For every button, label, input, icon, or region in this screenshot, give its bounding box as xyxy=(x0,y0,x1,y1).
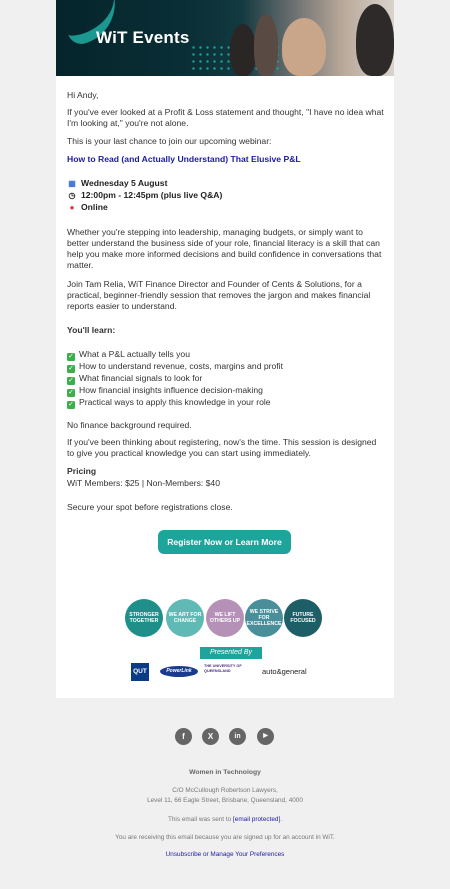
learn-item: ✓ Practical ways to apply this knowledge in your role xyxy=(68,397,271,408)
youtube-icon[interactable]: ▶ xyxy=(257,728,274,745)
paragraph-leadership: Whether you're stepping into leadership, managing budgets, or simply want to better understand the business side of your role, financial literacy is a skill that can help you make more informed decisions and build confidence in conversations that matter. xyxy=(67,227,382,270)
secure-spot-text: Secure your spot before registrations close. xyxy=(67,502,233,512)
calendar-icon: ▦ xyxy=(68,179,76,188)
checkmark-icon: ✓ xyxy=(68,377,74,384)
unsubscribe-link[interactable]: Unsubscribe or Manage Your Preferences xyxy=(165,851,285,858)
facebook-icon[interactable]: f xyxy=(175,728,192,745)
footer-address-line1: C/O McCullough Robertson Lawyers, xyxy=(172,787,278,794)
last-chance-text: This is your last chance to join our upcoming webinar: xyxy=(67,136,272,146)
checkmark-icon: ✓ xyxy=(68,365,74,372)
footer-org-name: Women in Technology xyxy=(189,769,261,776)
location-pin-icon: ● xyxy=(69,203,75,212)
sponsor-logo-auto-general: auto&general xyxy=(262,667,307,676)
learn-heading: You'll learn: xyxy=(67,325,116,335)
clock-icon: ◷ xyxy=(68,191,76,200)
banner-photo-person xyxy=(230,24,256,76)
value-badge: WE LIFT OTHERS UP xyxy=(206,599,244,637)
footer-email-link[interactable]: [email protected] xyxy=(232,816,281,823)
event-date: ▦ Wednesday 5 August xyxy=(68,178,168,188)
checkmark-icon: ✓ xyxy=(68,353,74,360)
banner-photo-person xyxy=(254,14,278,76)
checkmark-icon: ✓ xyxy=(68,401,74,408)
pricing-text: WiT Members: $25 | Non-Members: $40 xyxy=(67,478,220,488)
checkmark-icon: ✓ xyxy=(68,389,74,396)
event-time: ◷ 12:00pm - 12:45pm (plus live Q&A) xyxy=(68,190,223,200)
register-button[interactable]: Register Now or Learn More xyxy=(158,530,291,554)
intro-paragraph: If you've ever looked at a Profit & Loss statement and thought, "I have no idea what I'm looking at," you're not alone. xyxy=(67,107,384,128)
learn-item: ✓ How to understand revenue, costs, margins and profit xyxy=(68,361,283,372)
no-background-text: No finance background required. xyxy=(67,420,192,430)
value-badge: WE STRIVE FOR EXCELLENCE xyxy=(245,599,283,637)
email-card xyxy=(56,0,394,698)
sponsor-logo-qut: QUT xyxy=(131,663,149,681)
presented-by-banner: Presented By xyxy=(200,647,262,659)
paragraph-presenter: Join Tam Relia, WiT Finance Director and Founder of Cents & Solutions, for a practical, beginner-friendly session that removes the jargon and makes financial reports easier to understand. xyxy=(67,279,371,311)
header-banner xyxy=(56,0,394,76)
banner-photo-person xyxy=(356,4,394,76)
linkedin-icon[interactable]: in xyxy=(229,728,246,745)
learn-item: ✓ What a P&L actually tells you xyxy=(68,349,190,360)
sponsor-logo-powerlink: PowerLink xyxy=(160,666,198,677)
learn-item: ✓ How financial insights influence decision-making xyxy=(68,385,263,396)
sponsor-logo-uq: THE UNIVERSITY OF QUEENSLAND xyxy=(204,664,242,673)
x-icon[interactable]: X xyxy=(202,728,219,745)
brand-title: WiT Events xyxy=(96,28,190,47)
learn-item: ✓ What financial signals to look for xyxy=(68,373,203,384)
paragraph-registering: If you've been thinking about registering, now's the time. This session is designed to give you practical knowledge you can start using immediately. xyxy=(67,437,377,458)
banner-photo-person xyxy=(282,18,326,76)
value-badge: WE ART FOR CHANGE xyxy=(166,599,204,637)
value-badge: STRONGER TOGETHER xyxy=(125,599,163,637)
footer-address-line2: Level 11, 66 Eagle Street, Brisbane, Queensland, 4000 xyxy=(147,797,303,804)
footer-reason: You are receiving this email because you are signed up for an account in WiT. xyxy=(115,834,335,841)
value-badge: FUTURE FOCUSED xyxy=(284,599,322,637)
pricing-heading: Pricing xyxy=(67,466,97,476)
webinar-title-link[interactable]: How to Read (and Actually Understand) That Elusive P&L xyxy=(67,154,301,164)
greeting: Hi Andy, xyxy=(67,90,99,100)
event-location: ● Online xyxy=(67,202,108,212)
footer-sent-to: This email was sent to [email protected]. xyxy=(167,816,283,823)
